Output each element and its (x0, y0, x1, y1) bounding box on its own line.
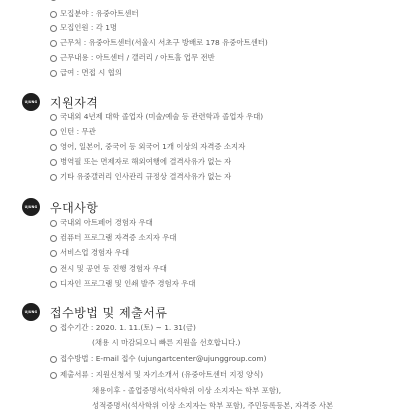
section-title: 우대사항 (50, 200, 99, 215)
list-item (50, 172, 231, 182)
bullet-icon (50, 40, 57, 47)
list-item (50, 23, 117, 33)
bullet-icon (50, 70, 57, 77)
bullet-icon (50, 266, 57, 273)
list-item-text: 모집분야 : 유중아트센터 (60, 9, 139, 18)
bullet-icon (50, 372, 57, 379)
ujung-logo-icon: UJUNG (22, 93, 40, 111)
bullet-icon (50, 129, 57, 136)
list-item-text: 국내외 4년제 대학 졸업자 (미술/예술 등 관련학과 졸업자 우대) (60, 112, 264, 121)
bullet-icon (50, 174, 57, 181)
list-item-text: 근무내용 : 아트센터 / 갤러리 / 아트홀 업무 전반 (60, 53, 215, 62)
list-item-text: 근무처 : 유중아트센터(서울시 서초구 방배로 178 유중아트센터) (60, 38, 268, 47)
list-item (50, 233, 177, 243)
list-item-text: 영어, 일본어, 중국어 등 외국어 1개 이상의 자격증 소지자 (60, 142, 246, 151)
list-item (50, 370, 263, 380)
bullet-icon (50, 144, 57, 151)
list-item (50, 279, 195, 289)
bullet-icon (50, 55, 57, 62)
list-item (50, 9, 139, 19)
list-item-text: 서비스업 경험자 우대 (60, 248, 129, 257)
bullet-icon (50, 281, 57, 288)
after-hire-documents: 채용이후 - 졸업증명서(석사학위 이상 소지자는 학부 포함), (92, 386, 282, 395)
list-item-note (92, 338, 240, 348)
list-item (50, 112, 263, 122)
list-item (50, 264, 167, 274)
after-hire-documents-2: 성적증명서(석사학위 이상 소지자는 학부 포함), 주민등록등본, 자격증 사본 (92, 401, 334, 410)
section-header-preferences (22, 198, 98, 216)
top-cut-line (50, 0, 60, 1)
list-item (50, 248, 129, 258)
list-item (50, 38, 268, 48)
list-item (50, 53, 215, 63)
section-header-application (22, 303, 167, 321)
list-item-text: 국내외 아트페어 경험자 우대 (60, 218, 153, 227)
section-title: 접수방법 및 제출서류 (50, 305, 168, 320)
list-item-text: 기타 유중갤러리 인사관리 규정상 결격사유가 없는 자 (60, 172, 232, 181)
list-item-text: 컴퓨터 프로그램 자격증 소지자 우대 (60, 233, 177, 242)
list-item-text: 급여 : 면접 시 협의 (60, 68, 122, 77)
section-header-qualifications (22, 93, 98, 111)
list-item (50, 142, 245, 152)
application-method: 접수방법 : E-mail 접수 (ujungartcenter@ujunggroup.com) (60, 354, 267, 363)
bullet-icon (50, 11, 57, 18)
bullet-icon (50, 0, 57, 1)
list-item-text: 디자인 프로그램 및 인쇄 발주 경험자 우대 (60, 279, 196, 288)
ujung-logo-icon: UJUNG (22, 303, 40, 321)
list-item-text: 인턴 : 무관 (60, 127, 96, 136)
bullet-icon (50, 114, 57, 121)
bullet-icon (50, 25, 57, 32)
section-title: 지원자격 (50, 95, 99, 110)
list-item-text: 병역필 또는 면제자로 해외여행에 결격사유가 없는 자 (60, 157, 232, 166)
ujung-logo-icon: UJUNG (22, 198, 40, 216)
list-item-note (92, 386, 281, 396)
list-item (50, 218, 153, 228)
list-item-text: 전시 및 공연 등 진행 경험자 우대 (60, 264, 167, 273)
application-period-note: (채용 시 마감되오니 빠른 지원을 선호합니다.) (92, 338, 241, 347)
bullet-icon (50, 356, 57, 363)
application-period: 접수기간 : 2020. 1. 11.(토) ~ 1. 31(금) (60, 323, 196, 332)
list-item (50, 157, 231, 167)
list-item-text: 모집인원 : 각 1명 (60, 23, 118, 32)
bullet-icon (50, 159, 57, 166)
list-item (50, 323, 196, 333)
list-item-note (92, 401, 333, 411)
bullet-icon (50, 220, 57, 227)
list-item (50, 127, 96, 137)
application-documents: 제출서류 : 지원신청서 및 자기소개서 (유중아트센터 지정 양식) (60, 370, 264, 379)
bullet-icon (50, 235, 57, 242)
bullet-icon (50, 325, 57, 332)
list-item (50, 354, 267, 364)
bullet-icon (50, 250, 57, 257)
list-item (50, 68, 122, 78)
